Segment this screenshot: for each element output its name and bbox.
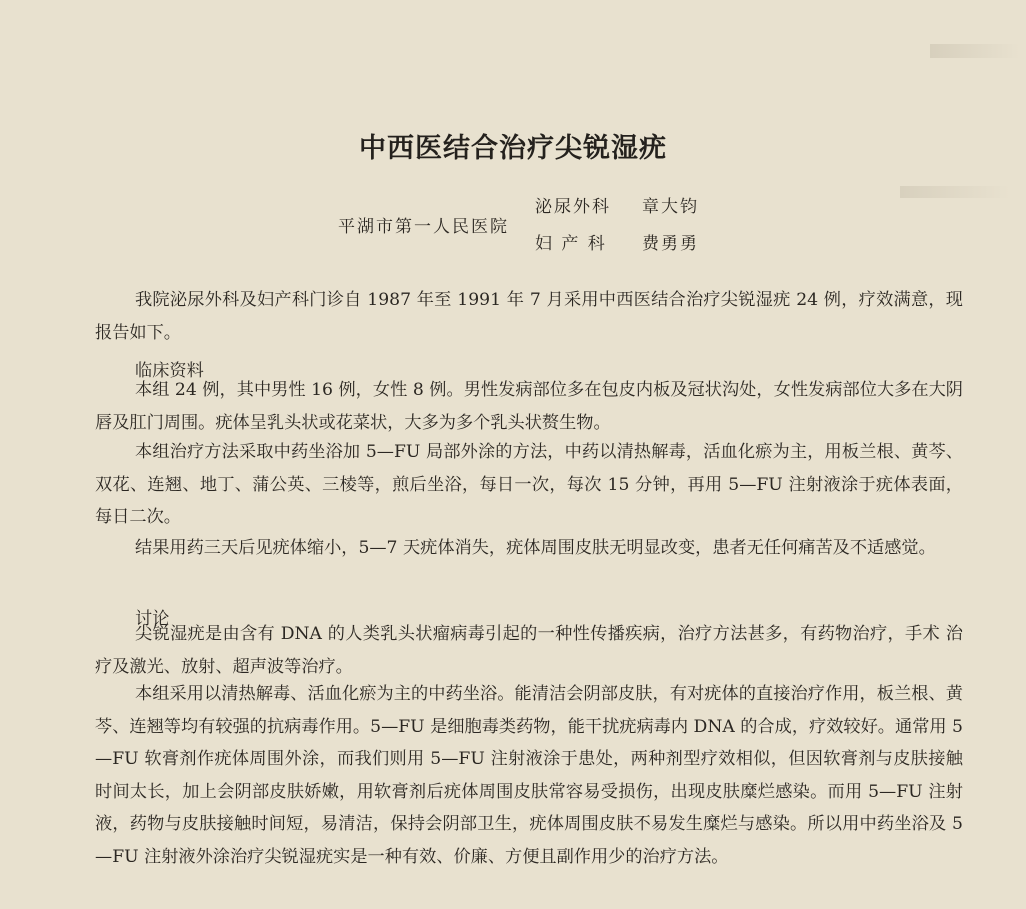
author-department-2: 妇 产 科 — [535, 234, 607, 254]
show-through-mark — [930, 44, 1020, 58]
author-name-1: 章大钧 — [642, 197, 699, 217]
clinical-paragraph-1: 本组 24 例，其中男性 16 例，女性 8 例。男性发病部位多在包皮内板及冠状沟处，女性发病部位大多在大阴唇及肛门周围。疣体呈乳头状或花菜状，大多为多个乳头状赘生物。 — [95, 380, 963, 433]
affiliation-hospital: 平湖市第一人民医院 — [338, 217, 509, 237]
clinical-paragraph-2: 本组治疗方法采取中药坐浴加 5—FU 局部外涂的方法，中药以清热解毒，活血化瘀为主，用板兰根、黄芩、双花、连翘、地丁、蒲公英、三棱等，煎后坐浴，每日一次，每次 15 分钟，再用 5—FU 注射液涂于疣体表面，每日二次。 — [95, 442, 963, 527]
clinical-paragraph-3: 结果用药三天后见疣体缩小，5—7 天疣体消失，疣体周围皮肤无明显改变，患者无任何痛苦及不适感觉。 — [135, 538, 936, 558]
intro-paragraph: 我院泌尿外科及妇产科门诊自 1987 年至 1991 年 7 月采用中西医结合治疗尖锐湿疣 24 例，疗效满意，现报告如下。 — [95, 290, 963, 343]
paper-title: 中西医结合治疗尖锐湿疣 — [359, 133, 667, 165]
section-heading-clinical: 临床资料 — [135, 361, 204, 381]
discussion-paragraph-1: 尖锐湿疣是由含有 DNA 的人类乳头状瘤病毒引起的一种性传播疾病，治疗方法甚多，有药物治疗，手术 治疗及激光、放射、超声波等治疗。 — [95, 624, 963, 677]
section-heading-discussion: 讨论 — [135, 609, 170, 629]
show-through-mark — [900, 186, 1010, 198]
author-department-1: 泌尿外科 — [535, 197, 611, 217]
author-name-2: 费勇勇 — [642, 234, 699, 254]
discussion-paragraph-2: 本组采用以清热解毒、活血化瘀为主的中药坐浴。能清洁会阴部皮肤，有对疣体的直接治疗作用，板兰根、黄芩、连翘等均有较强的抗病毒作用。5—FU 是细胞毒类药物，能干扰疣病毒内 DNA 的合成，疗效较好。通常用 5—FU 软膏剂作疣体周围外涂，而我们则用 5—FU 注射液涂于患处，两种剂型疗效相似，但因软膏剂与皮肤接触时间太长，加上会阴部皮肤娇嫩，用软膏剂后疣体周围皮肤常容易受损伤，出现皮肤糜烂感染。而用 5—FU 注射液，药物与皮肤接触时间短，易清洁，保持会阴部卫生，疣体周围皮肤不易发生糜烂与感染。所以用中药坐浴及 5—FU 注射液外涂治疗尖锐湿疣实是一种有效、价廉、方便且副作用少的治疗方法。 — [95, 684, 963, 867]
